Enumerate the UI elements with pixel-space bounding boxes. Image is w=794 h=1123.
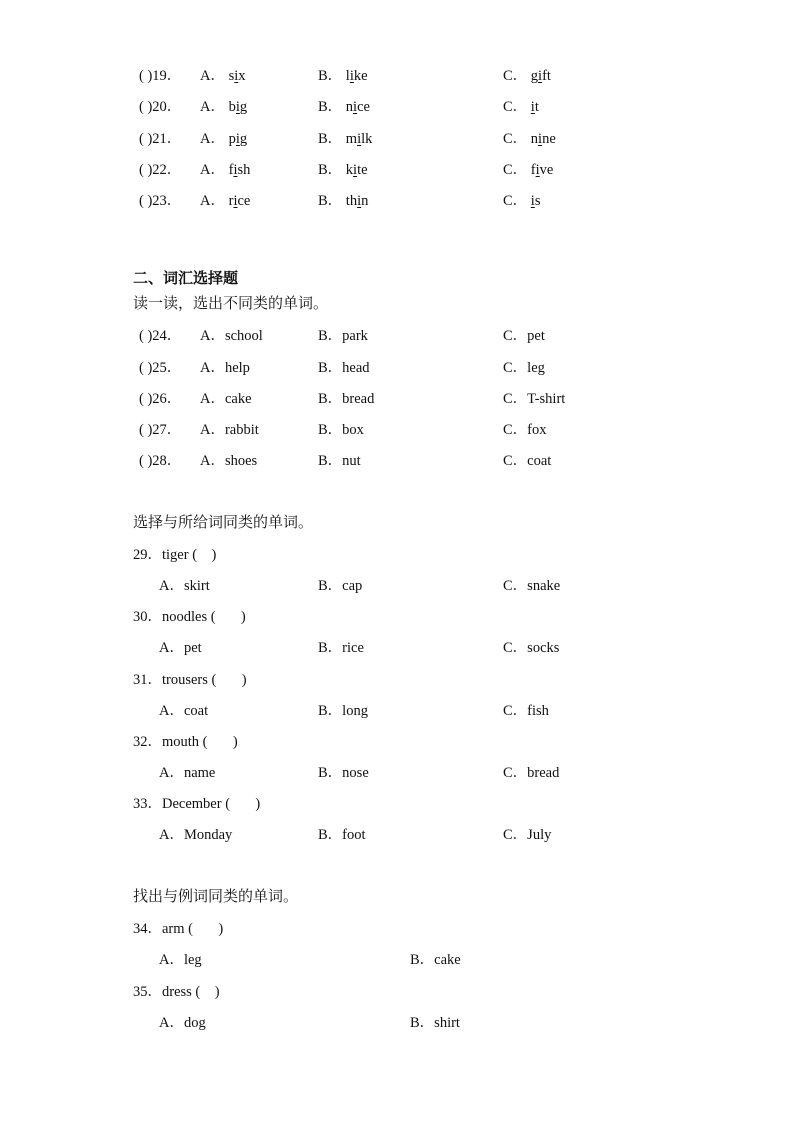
options-row [0,700,794,722]
option-c[interactable]: C．pet [503,328,545,344]
option-a[interactable]: A．cake [200,391,252,407]
question-row [0,65,794,87]
question-stem: 32．mouth ( ) [133,734,238,750]
underlined-letter: i [349,68,354,84]
options-row [0,1012,794,1034]
question-row [0,96,794,118]
option-a[interactable]: A． rice [200,193,251,209]
option-a[interactable]: A． big [200,99,248,115]
options-row [0,824,794,846]
underlined-letter: i [234,68,239,84]
underlined-letter: i [530,99,535,115]
question-stem: 35．dress ( ) [133,984,220,1000]
question-stem: 34．arm ( ) [133,921,224,937]
option-c[interactable]: C．bread [503,765,560,781]
option-a[interactable]: A．dog [159,1015,206,1031]
question-row [0,419,794,441]
option-a[interactable]: A．Monday [159,827,233,843]
option-b[interactable]: B．box [318,422,364,438]
question-row [0,325,794,347]
option-a[interactable]: A．name [159,765,216,781]
question-number: ( )24． [139,328,182,344]
option-a[interactable]: A．rabbit [200,422,259,438]
option-b[interactable]: B．park [318,328,368,344]
option-b[interactable]: B． thin [318,193,369,209]
option-b[interactable]: B．cake [410,952,461,968]
question-row [0,357,794,379]
option-c[interactable]: C．snake [503,578,561,594]
options-row [0,637,794,659]
option-c[interactable]: C．coat [503,453,552,469]
options-row [0,949,794,971]
underlined-letter: i [353,99,358,115]
underlined-letter: i [353,162,358,178]
option-c[interactable]: C．fox [503,422,547,438]
underlined-letter: i [235,99,240,115]
option-a[interactable]: A． pig [200,131,248,147]
instruction-same-category: 选择与所给词同类的单词。 [133,513,314,531]
option-b[interactable]: B．cap [318,578,363,594]
question-number: ( )20． [139,99,182,115]
question-row [0,450,794,472]
underlined-letter: i [357,131,362,147]
option-b[interactable]: B．nut [318,453,361,469]
section-heading: 二、词汇选择题 [133,269,239,287]
question-stem: 29．tiger ( ) [133,547,217,563]
options-row [0,575,794,597]
underlined-letter: i [233,162,238,178]
question-number: ( )21． [139,131,182,147]
option-c[interactable]: C．fish [503,703,549,719]
option-a[interactable]: A．help [200,360,250,376]
option-a[interactable]: A．skirt [159,578,210,594]
option-c[interactable]: C． nine [503,131,556,147]
underlined-letter: i [538,68,543,84]
question-stem: 30．noodles ( ) [133,609,246,625]
option-c[interactable]: C． gift [503,68,551,84]
option-c[interactable]: C．socks [503,640,560,656]
option-b[interactable]: B．rice [318,640,364,656]
question-number: ( )25． [139,360,182,376]
question-number: ( )23． [139,193,182,209]
underlined-letter: i [235,131,240,147]
instruction-odd-one-out: 读一读，选出不同类的单词。 [133,294,329,312]
option-c[interactable]: C． it [503,99,539,115]
option-a[interactable]: A．pet [159,640,202,656]
option-b[interactable]: B．head [318,360,370,376]
question-number: ( )28． [139,453,182,469]
question-row [0,128,794,150]
question-row [0,159,794,181]
option-a[interactable]: A． fish [200,162,251,178]
option-a[interactable]: A． six [200,68,246,84]
option-b[interactable]: B．foot [318,827,366,843]
option-a[interactable]: A．shoes [200,453,258,469]
option-a[interactable]: A．coat [159,703,209,719]
question-row [0,388,794,410]
option-c[interactable]: C．July [503,827,552,843]
option-a[interactable]: A．school [200,328,263,344]
question-number: ( )26． [139,391,182,407]
underlined-letter: i [535,162,540,178]
option-c[interactable]: C． five [503,162,554,178]
option-b[interactable]: B． nice [318,99,370,115]
question-number: ( )27． [139,422,182,438]
option-b[interactable]: B． milk [318,131,373,147]
instruction-find-same: 找出与例词同类的单词。 [133,887,299,905]
question-stem: 33．December ( ) [133,796,261,812]
question-row [0,190,794,212]
option-b[interactable]: B．nose [318,765,369,781]
underlined-letter: i [357,193,362,209]
question-stem: 31．trousers ( ) [133,672,247,688]
option-b[interactable]: B． kite [318,162,368,178]
option-b[interactable]: B．shirt [410,1015,460,1031]
options-row [0,762,794,784]
underlined-letter: i [538,131,543,147]
option-a[interactable]: A．leg [159,952,202,968]
option-b[interactable]: B．bread [318,391,375,407]
option-c[interactable]: C．leg [503,360,545,376]
question-number: ( )22． [139,162,182,178]
option-b[interactable]: B． like [318,68,368,84]
underlined-letter: i [233,193,238,209]
question-number: ( )19． [139,68,182,84]
option-c[interactable]: C．T-shirt [503,391,566,407]
option-b[interactable]: B．long [318,703,368,719]
option-c[interactable]: C． is [503,193,541,209]
underlined-letter: i [530,193,535,209]
